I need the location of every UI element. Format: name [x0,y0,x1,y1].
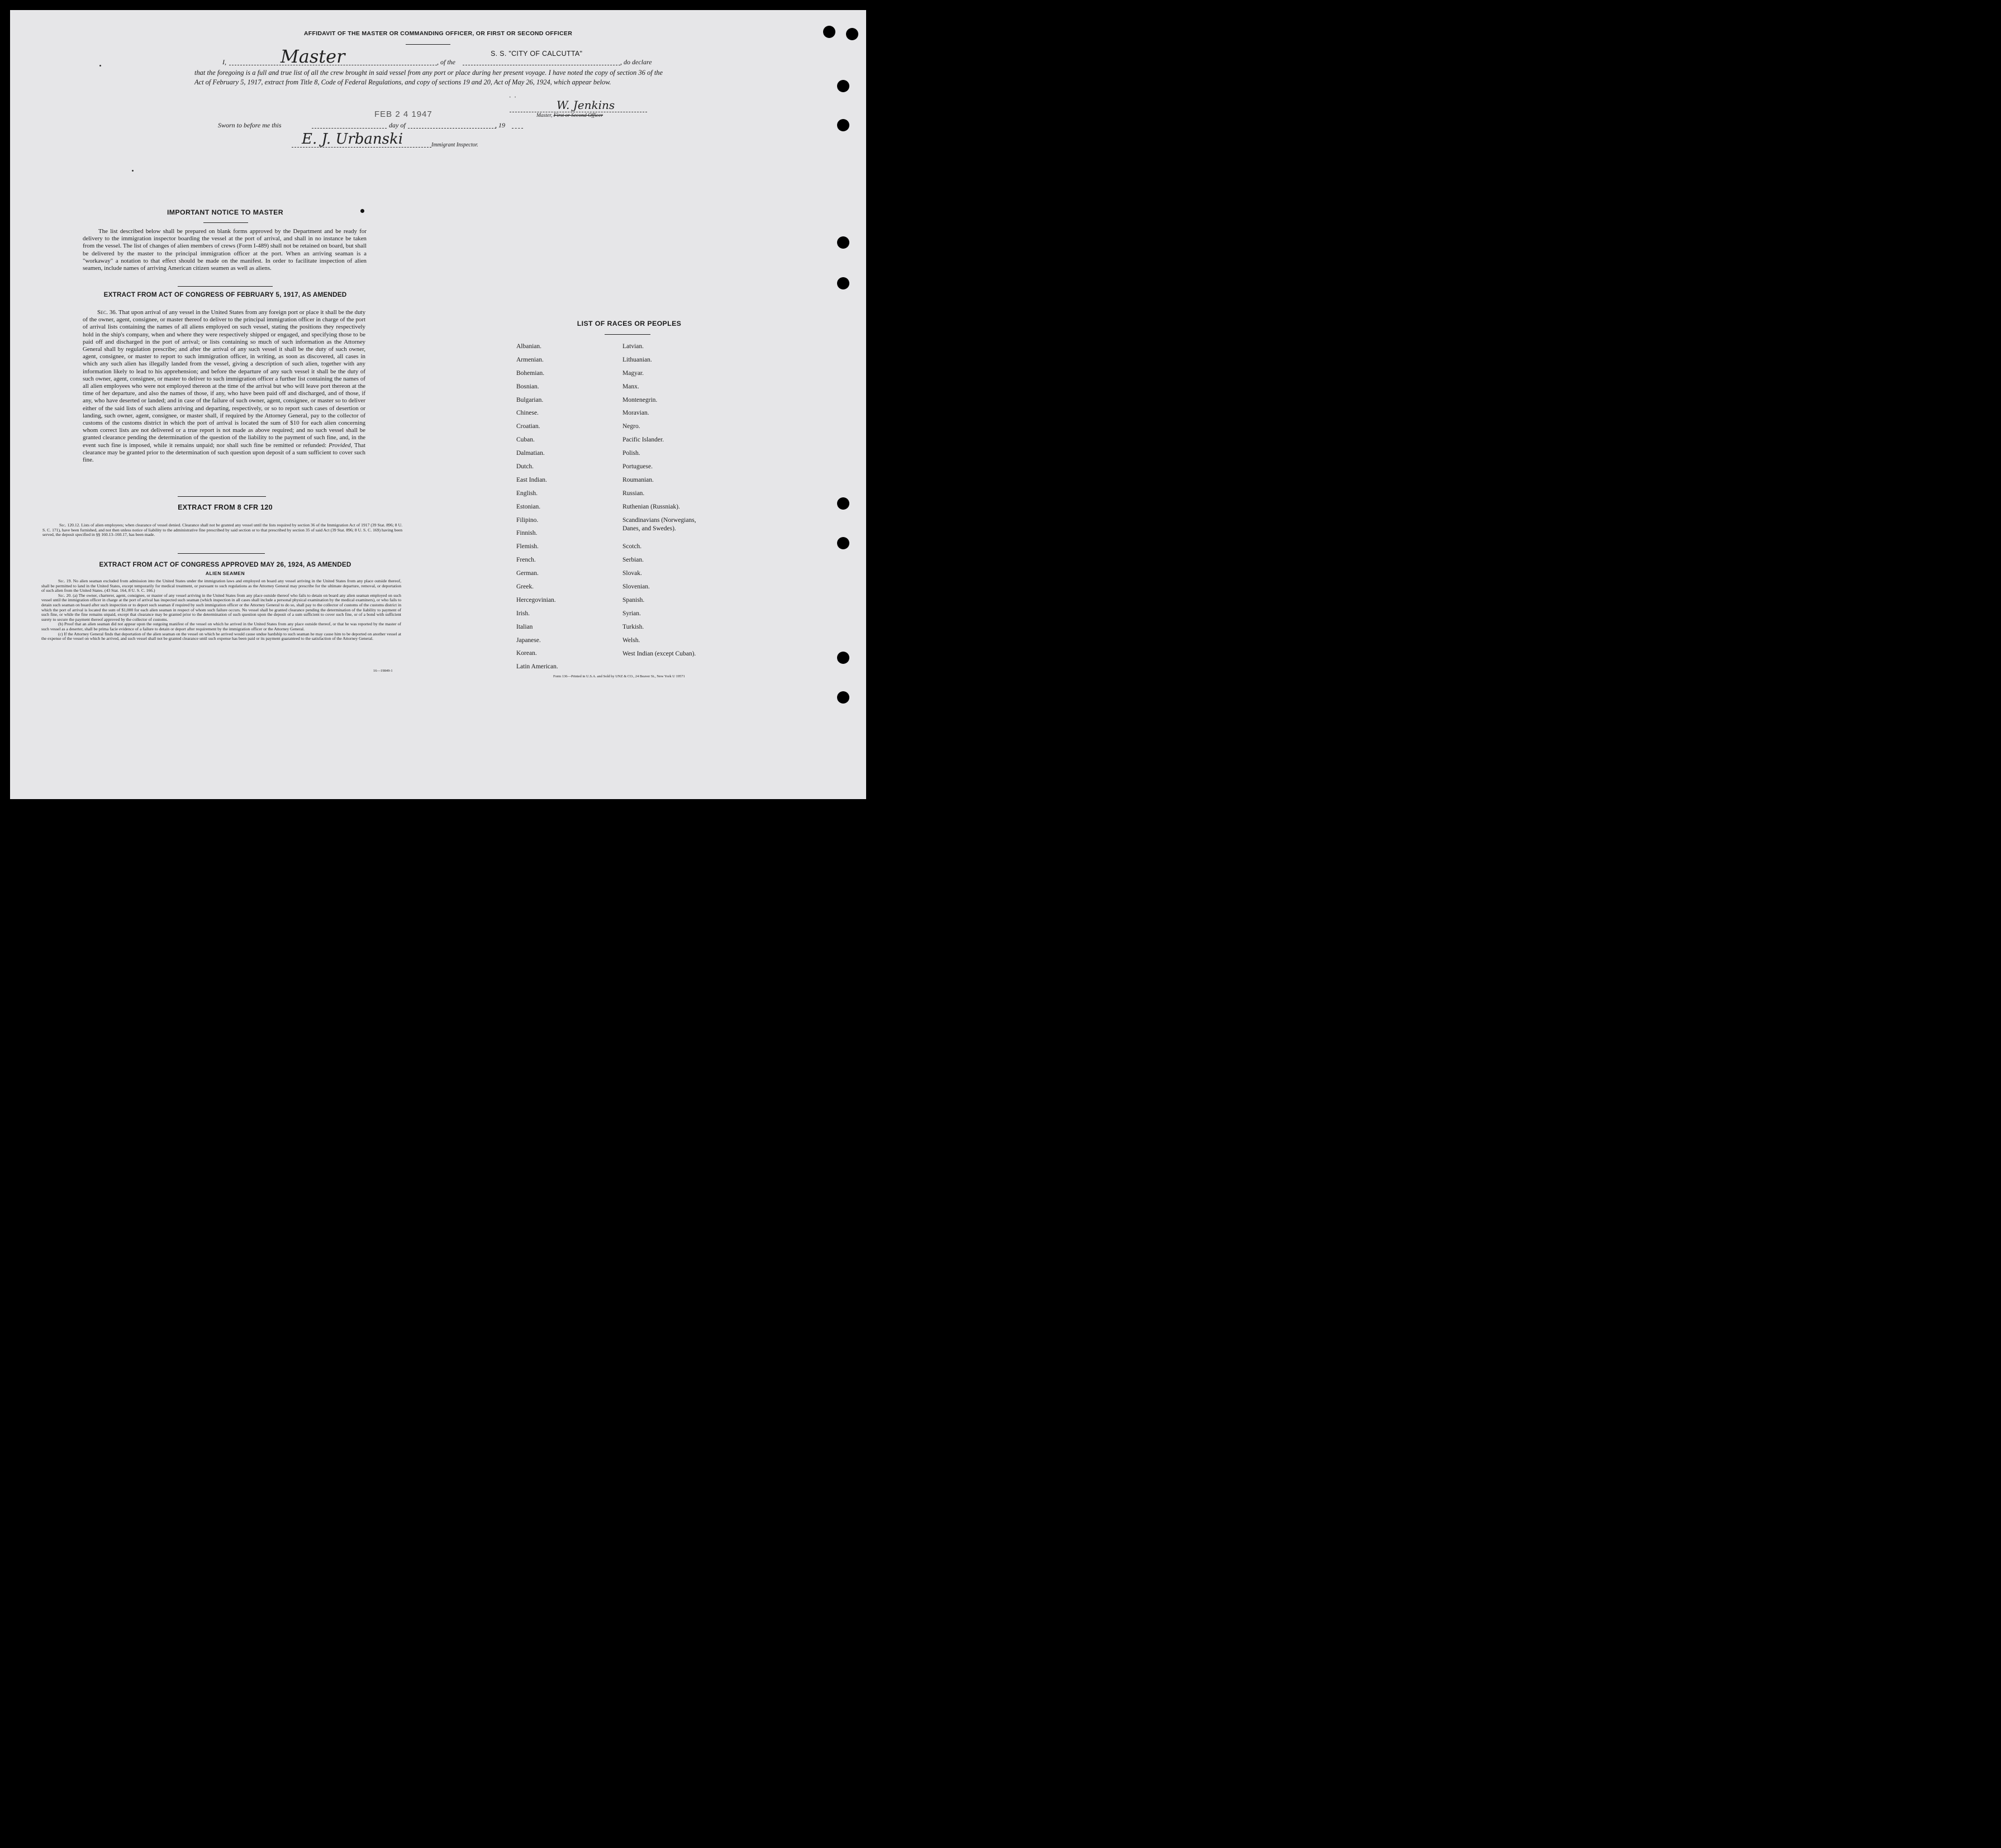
race-item [622,516,734,543]
race-item: Hercegovinian. [516,596,556,604]
of-the-label: , of the [437,58,455,66]
race-item: Dutch. [516,463,534,471]
stamp-marks: · · [508,93,517,102]
sec-20a-text: (a) The owner, charterer, agent, consignee, or master of any vessel arriving in the United States from any place outside thereof who fails to detain on board any alien seaman employed on such vessel until the immigration officer in charge at the port of arrival has inspected such seaman (which inspection in all cases shall include a personal physical examination by the medical examiners), or who fails to detain such seaman on board after such inspection or to deport such seaman if required by such immigration officer or the Attorney General to do so, shall pay to the collector of customs of the customs district in which the port of arrival is located the sum of $1,000 for each alien seaman in respect of whom such failure occurs. No vessel shall be granted clearance pending the determination of the liability to payment of such fine, or while the fine remains unpaid, except that clearance may be granted prior to the determination of such question upon the deposit of a sum sufficient to cover such fine, or of a bond with sufficient surety to secure the payment thereof approved by the collector of customs. [41,592,401,622]
sec-19-text: No alien seaman excluded from admission into the United States under the immigration laws and employed on board any vessel arriving in the United States from any place outside thereof, shall be permitted to land in the United States, except temporarily for medical treatment, or pursuant to such regulations as the Attorney General may prescribe for the ultimate departure, removal, or deportation of such alien from the United States. (43 Stat. 164, 8 U. S. C. 166.) [41,578,401,593]
notice-end-divider [178,286,273,287]
vessel-name: S. S. "CITY OF CALCUTTA" [491,50,583,58]
sec-20-label: Sec. 20. [58,592,72,598]
sec-19 [41,579,401,593]
date-stamp: FEB 2 4 1947 [374,110,432,119]
race-item: Moravian. [622,410,649,417]
race-item: Korean. [516,650,537,657]
race-item: Slovenian. [622,583,650,591]
binder-hole [837,236,849,249]
sec-20b: (b) Proof that an alien seaman did not appear upon the outgoing manifest of the vessel on which he arrived in the United States from any place outside thereof, or that he was reported by the master of such vessel as a deserter, shall be prima facie evidence of a failure to detain or deport after requirement by the immigration officer or the Attorney General. [41,621,401,631]
sec-36-text-end: That clearance may be granted prior to the determination of such question upon deposit of a sum sufficient to cover such fine. [83,441,365,464]
race-item: Roumanian. [622,476,654,483]
binder-hole [837,537,849,549]
races-right-column [622,343,734,663]
binder-hole [837,652,849,664]
extract-cfr-body [42,523,402,538]
year-label: , 19 [495,121,505,129]
race-item: Lithuanian. [622,356,652,363]
race-item: Magyar. [622,369,644,377]
form-footer: Form 136—Printed in U.S.A. and Sold by UNZ & CO., 24 Beaver St., New York U 19571 [553,674,685,678]
race-item: Greek. [516,583,534,591]
race-item: Syrian. [622,610,641,617]
binder-hole [837,119,849,131]
races-divider [605,334,650,335]
race-item: Flemish. [516,543,539,550]
sec-20c: (c) If the Attorney General finds that deportation of the alien seaman on the vessel on which he arrived would cause undue hardship to such seaman he may cause him to be deported on another vessel at the expense of the vessel on which he arrived, and such vessel shall not be granted clearance until such expense has been paid or its payment guaranteed to the satisfaction of the Attorney General. [41,631,401,642]
race-item: East Indian. [516,476,547,483]
binder-hole [846,28,858,40]
notice-divider [203,222,248,223]
race-item: Portuguese. [622,463,653,471]
day-of-label: day of [389,121,406,129]
ink-speck [360,209,364,213]
race-item: Bosnian. [516,383,539,390]
master-caption-prefix: Master, [536,113,553,118]
race-item: Slovak. [622,570,642,577]
race-item: Bohemian. [516,369,545,377]
race-item-text: Scandinavians (Norwegians, Danes, and Swedes). [622,516,696,532]
sec-20a [41,593,401,623]
race-item: Ruthenian (Russniak). [622,503,680,510]
year-line [512,128,523,129]
binder-hole [837,277,849,289]
master-caption-struck: First or Second Officer [553,113,603,118]
inspector-caption: Immigrant Inspector. [431,142,478,148]
binder-hole [837,80,849,92]
race-item: Spanish. [622,596,645,604]
race-item: Croatian. [516,423,540,430]
race-item: Irish. [516,610,530,617]
race-item: Negro. [622,423,640,430]
extract-1924-body [41,579,401,642]
form-code: 16—19849-1 [373,669,393,673]
race-item: Montenegrin. [622,396,658,403]
document-page [10,10,866,799]
race-item: English. [516,490,538,497]
race-item: Estonian. [516,503,541,510]
ink-speck [132,170,134,172]
race-item: Armenian. [516,356,544,363]
i-label: I, [222,58,226,66]
master-caption [536,113,603,118]
sworn-label: Sworn to before me this [218,121,282,129]
declaration-text: that the foregoing is a full and true list of all the crew brought in said vessel from any port or place during her present voyage. I have noted the copy of section 36 of the Act of February 5, 1917, extract from Title 8, Code of Federal Regulations, and copy of sections 19 and 20, Act of May 26, 1924, which appear below. [194,69,663,86]
race-item: Cuban. [516,436,535,444]
extract-1917-heading: EXTRACT FROM ACT OF CONGRESS OF FEBRUARY 5, 1917, AS AMENDED [103,291,347,298]
inspector-signature-line [292,147,431,148]
race-item: Filipino. [516,516,539,524]
race-item: Scotch. [622,543,642,550]
race-item: Dalmatian. [516,450,545,457]
races-left-column [516,343,617,676]
sec-19-label: Sec. 19. [58,578,72,583]
binder-hole [823,26,835,38]
notice-body: The list described below shall be prepared on blank forms approved by the Department and be ready for delivery to the immigration inspector boarding the vessel at the port of arrival, and shall in no instance be taken from the vessel. The list of changes of alien members of crews (Form I-489) shall not be retained on board, but shall be delivered by the master to the principal immigration officer at the port. When an arriving seaman is a "workaway" a notation to that effect should be made on the manifest. In order to facilitate inspection of alien seamen, include names of arriving American citizen seamen as well as aliens. [83,228,367,272]
title-divider [406,44,450,45]
inspector-signature: E. J. Urbanski [302,131,403,148]
race-item: Italian [516,623,533,630]
race-item: Latin American. [516,663,558,671]
race-item: French. [516,557,536,564]
race-item: Russian. [622,490,645,497]
extract-1917-body [83,309,365,464]
race-item: Finnish. [516,530,538,537]
binder-hole [837,691,849,704]
sec-120-12-label: Sec. 120.12. [59,522,80,528]
race-item: Manx. [622,383,639,390]
extract-cfr-heading: EXTRACT FROM 8 CFR 120 [178,503,273,511]
sec-36-text: That upon arrival of any vessel in the United States from any foreign port or place it shall be the duty of the owner, agent, consignee, or master thereof to deliver to the principal immigration officer in charge of the port of arrival lists containing the names of all aliens employed on such vessel, stating the positions they respectively hold in the ship's company, when and where they were respectively shipped or engaged, and specifying those to be paid off and discharged in the port of arrival; or lists containing so much of such information as the Attorney General shall by regulation prescribe; and after the arrival of any such vessel it shall be the duty of such owner, agent, consignee, or master to report to such immigration officer, in writing, as soon as discovered, all cases in which any such alien has illegally landed from the vessel, giving a description of such alien, together with any information likely to lead to his apprehension; and before the departure of any such vessel it shall be the duty of such owner, agent, consignee, or master to deliver to such immigration officer a further list containing the names of all alien employees who were not employed thereon at the time of the arrival but who will leave port thereon at the time of her departure, and also the names of those, if any, who have been paid off and discharged, and of those, if any, who have deserted or landed; and in case of the failure of such owner, agent, consignee, or master so to deliver either of the said lists of such aliens arriving and departing, respectively, or so to report such cases of desertion or landing, such owner, agent, consignee, or master shall, if required by the Attorney General, pay to the collector of customs of the customs district in which the port of arrival is located the sum of $10 for each alien concerning whom correct lists are not delivered or a true report is not made as above required; and no such vessel shall be granted clearance pending the determination of the question of the liability to the payment of such fine, and, in the event such fine is imposed, while it remains unpaid; nor shall such fine be remitted or refunded: [83,309,366,449]
race-item: Welsh. [622,636,640,644]
race-item: Turkish. [622,623,644,630]
provided-label: Provided, [329,441,353,449]
race-item: West Indian (except Cuban). [622,650,696,657]
race-item: Chinese. [516,410,539,417]
sworn-day-line [312,128,387,129]
notice-heading: IMPORTANT NOTICE TO MASTER [167,208,284,216]
race-item: German. [516,570,539,577]
affidavit-title: AFFIDAVIT OF THE MASTER OR COMMANDING OFFICER, OR FIRST OR SECOND OFFICER [303,30,573,37]
sec-36-label: Sec. 36. [97,309,117,316]
binder-hole [837,497,849,510]
race-item: Japanese. [516,636,541,644]
race-item: Bulgarian. [516,396,544,403]
extract-cfr-end-divider [178,553,265,554]
extract-1917-end-divider [178,496,266,497]
master-name-handwritten: Master [281,46,345,67]
extract-1924-heading: EXTRACT FROM ACT OF CONGRESS APPROVED MAY 26, 1924, AS AMENDED [99,561,351,568]
race-item: Latvian. [622,343,644,350]
sec-120-12-text: Lists of alien employees; when clearance of vessel denied. Clearance shall not be granted any vessel until the lists required by section 36 of the Immigration Act of 1917 (39 Stat. 896; 8 U. S. C. 171), have been furnished, and not then unless notice of liability to the administrative fine prescribed by said section or to that prescribed by section 35 of said Act (39 Stat. 896; 8 U. S. C. 169) having been served, the deposit specified in §§ 160.13–160.17, has been made. [42,522,402,537]
races-heading: LIST OF RACES OR PEOPLES [577,320,682,327]
race-item: Albanian. [516,343,542,350]
do-declare-label: , do declare [620,58,652,66]
race-item: Serbian. [622,557,644,564]
race-item: Polish. [622,450,640,457]
month-line [408,128,496,129]
ink-speck [99,65,101,66]
master-signature: W. Jenkins [557,98,615,112]
race-item: Pacific Islander. [622,436,664,444]
alien-seamen-subheading: ALIEN SEAMEN [205,571,245,576]
